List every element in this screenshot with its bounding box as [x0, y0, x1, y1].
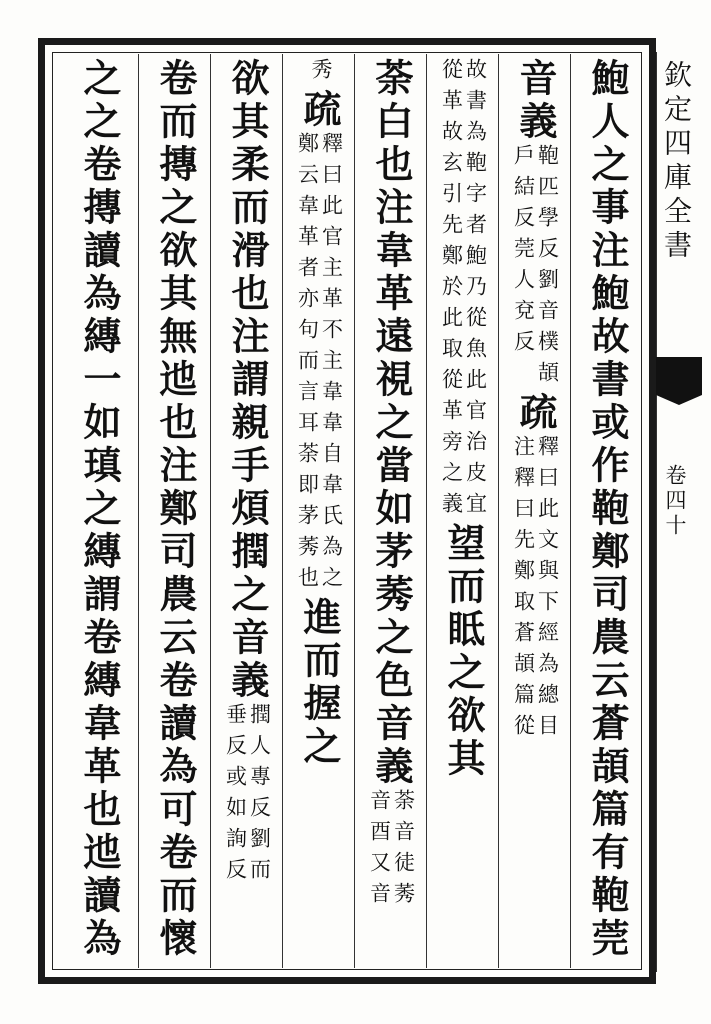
text-column — [74, 58, 124, 970]
main-text — [369, 58, 414, 789]
commentary-left-line: 音酉又音 — [367, 789, 392, 913]
main-text-run: 之之卷摶讀為縳一如瑱之縳謂卷縳韋革也迆讀為 — [77, 58, 122, 961]
commentary-note — [441, 58, 486, 523]
column-rule — [426, 54, 427, 968]
main-text — [225, 58, 270, 703]
commentary-pair — [297, 132, 342, 597]
column-rule — [210, 54, 211, 968]
main-text-run: 鮑人之事注鮑故書或作鞄鄭司農云蒼頡篇有鞄莞 — [585, 58, 630, 961]
commentary-right-line: 釋曰此官主革不主韋韋自韋氏為之 — [319, 132, 344, 597]
main-text-run: 望而眡之欲其 — [441, 523, 486, 781]
main-text — [441, 523, 486, 781]
text-column — [582, 58, 632, 970]
main-text — [585, 58, 630, 961]
column-rule — [354, 54, 355, 968]
commentary-right-line: 秀 — [309, 58, 333, 89]
fish-tail-mark-icon — [656, 357, 702, 395]
commentary-pair — [225, 703, 270, 889]
text-column — [294, 58, 344, 970]
commentary-right-line: 鞄匹學反劉音樸頡 — [535, 144, 560, 392]
main-text-run: 卷而摶之欲其無迆也注鄭司農云卷讀為可卷而懷 — [153, 58, 198, 961]
commentary-right-line: 撋人專反劉而 — [247, 703, 272, 889]
text-column — [150, 58, 200, 970]
commentary-note — [225, 703, 270, 889]
text-column — [438, 58, 488, 970]
commentary-pair — [441, 58, 486, 523]
commentary-left-line: 垂反或如詢反 — [223, 703, 248, 889]
text-column — [510, 58, 560, 970]
commentary-pair — [369, 789, 414, 913]
main-text-run: 荼白也注韋革遠視之當如茅莠之色音義 — [369, 58, 414, 789]
column-rule — [138, 54, 139, 968]
main-text-run: 進而握之 — [297, 597, 342, 769]
commentary-left-line: 戶結反莞人兗反 — [511, 144, 536, 361]
commentary-note — [513, 435, 558, 745]
main-text — [297, 89, 342, 132]
commentary-pair — [513, 435, 558, 745]
commentary-note — [307, 58, 331, 89]
commentary-right-line: 荼音徒莠 — [391, 789, 416, 913]
main-text-run: 疏 — [513, 392, 558, 435]
main-text — [513, 58, 558, 144]
main-text-run: 音義 — [513, 58, 558, 144]
commentary-pair — [307, 58, 331, 89]
commentary-note — [369, 789, 414, 913]
commentary-right-line: 故書為鞄字者鮑乃從魚此官治皮宜 — [463, 58, 488, 523]
main-text — [153, 58, 198, 961]
commentary-note — [513, 144, 558, 392]
margin-rule — [656, 52, 657, 972]
text-column — [366, 58, 416, 970]
column-rule — [498, 54, 499, 968]
text-column — [222, 58, 272, 970]
main-text-run: 欲其柔而滑也注謂親手煩撋之音義 — [225, 58, 270, 703]
main-text — [77, 58, 122, 961]
commentary-note — [297, 132, 342, 597]
commentary-right-line: 釋曰此文與下經為總目 — [535, 435, 560, 745]
commentary-left-line: 鄭云韋革者亦句而言耳荼即茅莠也 — [295, 132, 320, 597]
commentary-left-line: 從革故玄引先鄭於此取從革旁之義 — [439, 58, 464, 523]
column-rule — [282, 54, 283, 968]
commentary-left-line: 注釋曰先鄭取蒼頡篇從 — [511, 435, 536, 745]
page-margin — [656, 52, 702, 972]
main-text — [513, 392, 558, 435]
main-text-run: 疏 — [297, 89, 342, 132]
column-rule — [570, 54, 571, 968]
volume-label: 卷四十 — [663, 464, 687, 539]
book-title: 欽定四庫全書 — [660, 60, 693, 264]
main-text — [297, 597, 342, 769]
commentary-pair — [513, 144, 558, 392]
